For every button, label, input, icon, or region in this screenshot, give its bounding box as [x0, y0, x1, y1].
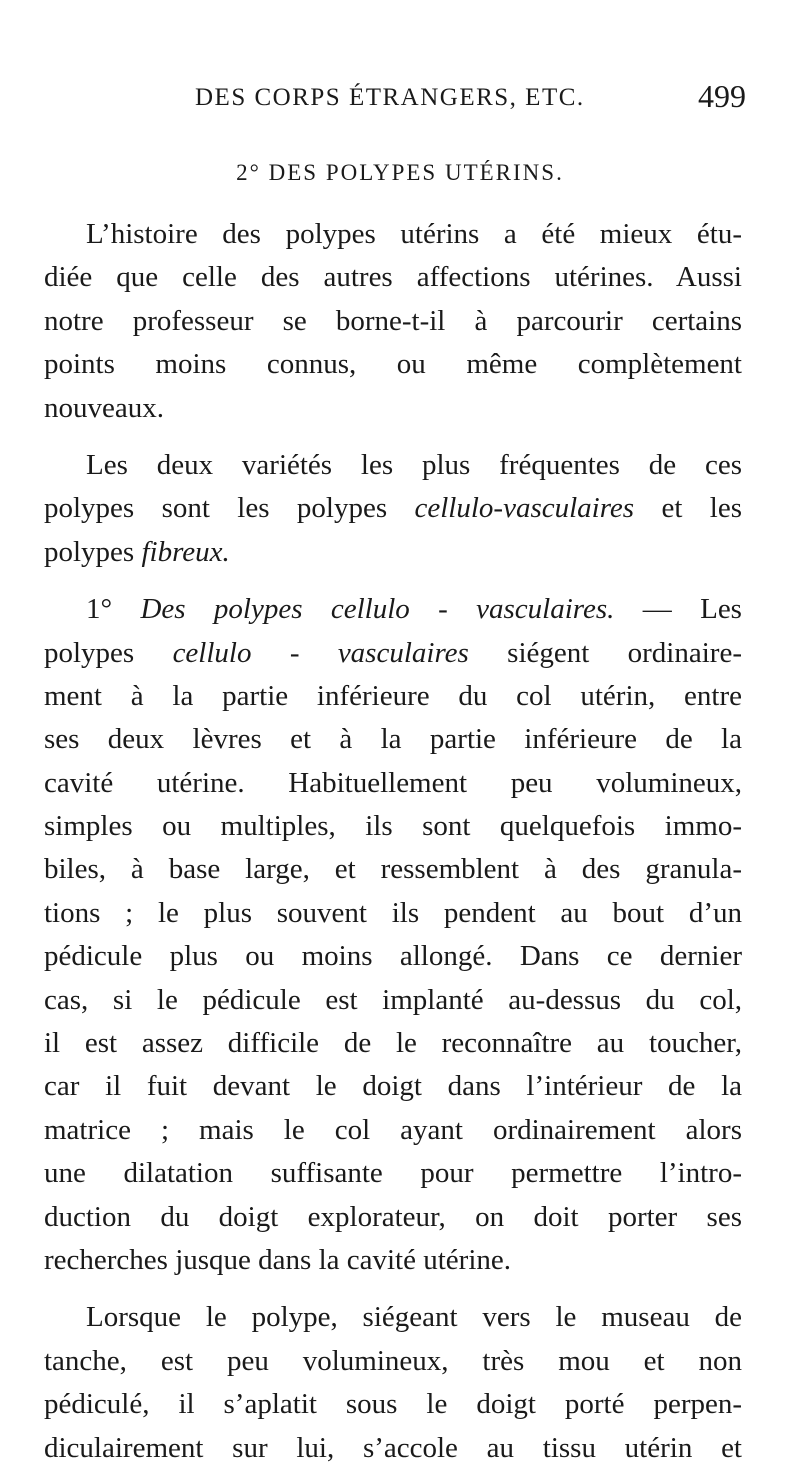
text-run: 1°: [86, 593, 141, 626]
paragraph-spacer: [44, 430, 742, 444]
text-line: matrice ; mais le col ayant ordinairement alors: [44, 1113, 742, 1146]
text-line: cas, si le pédicule est implanté au-dessus du col,: [44, 983, 742, 1016]
page-number: 499: [698, 78, 746, 114]
text-line: Lorsque le polype, siégeant vers le museau de: [86, 1301, 742, 1334]
paragraph-spacer: [44, 1282, 742, 1296]
text-line: tanche, est peu volumineux, très mou et non: [44, 1344, 742, 1377]
text-run: polypes: [44, 636, 173, 669]
running-title: DES CORPS ÉTRANGERS, ETC.: [195, 84, 585, 111]
text-line: diculairement sur lui, s’accole au tissu utérin et: [44, 1431, 742, 1464]
text-line: cavité utérine. Habituellement peu volumineux,: [44, 766, 742, 799]
text-line: L’histoire des polypes utérins a été mieux étu-: [86, 218, 742, 250]
text-line: pédiculé, il s’aplatit sous le doigt porté perpen-: [44, 1388, 742, 1421]
text-line: [44, 531, 742, 574]
text-line: points moins connus, ou même complètement: [44, 348, 742, 381]
text-line: ment à la partie inférieure du col utérin, entre: [44, 679, 742, 712]
subsection-title: Des polypes cellulo - vasculaires.: [140, 593, 615, 626]
text-line: car il fuit devant le doigt dans l’intérieur de la: [44, 1070, 742, 1103]
section-heading: 2° DES POLYPES UTÉRINS.: [236, 160, 564, 185]
paragraph: [44, 1296, 742, 1470]
running-header: [195, 72, 746, 122]
paragraph: [44, 213, 742, 430]
text-line: nouveaux.: [44, 391, 164, 424]
text-line: ses deux lèvres et à la partie inférieure de la: [44, 723, 742, 756]
body-text: [44, 213, 742, 1470]
paragraph: [44, 588, 742, 1282]
text-line: tions ; le plus souvent ils pendent au bout d’un: [44, 896, 742, 929]
text-line: recherches jusque dans la cavité utérine.: [44, 1243, 512, 1276]
text-line: diée que celle des autres affections utérines. Aussi: [44, 261, 742, 294]
italic-term: cellulo - vasculaires: [172, 636, 469, 669]
text-line: [44, 487, 742, 530]
text-line: pédicule plus ou moins allongé. Dans ce dernier: [44, 940, 742, 973]
text-run: — Les: [614, 593, 742, 626]
text-line: biles, à base large, et ressemblent à des granula-: [44, 853, 742, 886]
text-line: une dilatation suffisante pour permettre l’intro-: [44, 1157, 742, 1190]
text-run: polypes: [44, 535, 142, 568]
text-line: simples ou multiples, ils sont quelquefois immo-: [44, 810, 742, 843]
text-line: il est assez difficile de le reconnaître au toucher,: [44, 1027, 742, 1060]
paragraph: [44, 444, 742, 574]
text-run: polypes sont les polypes: [44, 492, 415, 525]
paragraph-spacer: [44, 574, 742, 588]
text-run: et les: [634, 492, 742, 525]
text-line: notre professeur se borne-t-il à parcourir certains: [44, 304, 742, 337]
text-line: [44, 632, 742, 675]
text-line: [44, 588, 742, 631]
text-run: siégent ordinaire-: [468, 636, 742, 669]
italic-term: cellulo-vasculaires: [414, 492, 635, 525]
italic-term: fibreux.: [141, 535, 230, 568]
text-line: Les deux variétés les plus fréquentes de ces: [86, 448, 742, 481]
text-line: duction du doigt explorateur, on doit porter ses: [44, 1200, 742, 1233]
